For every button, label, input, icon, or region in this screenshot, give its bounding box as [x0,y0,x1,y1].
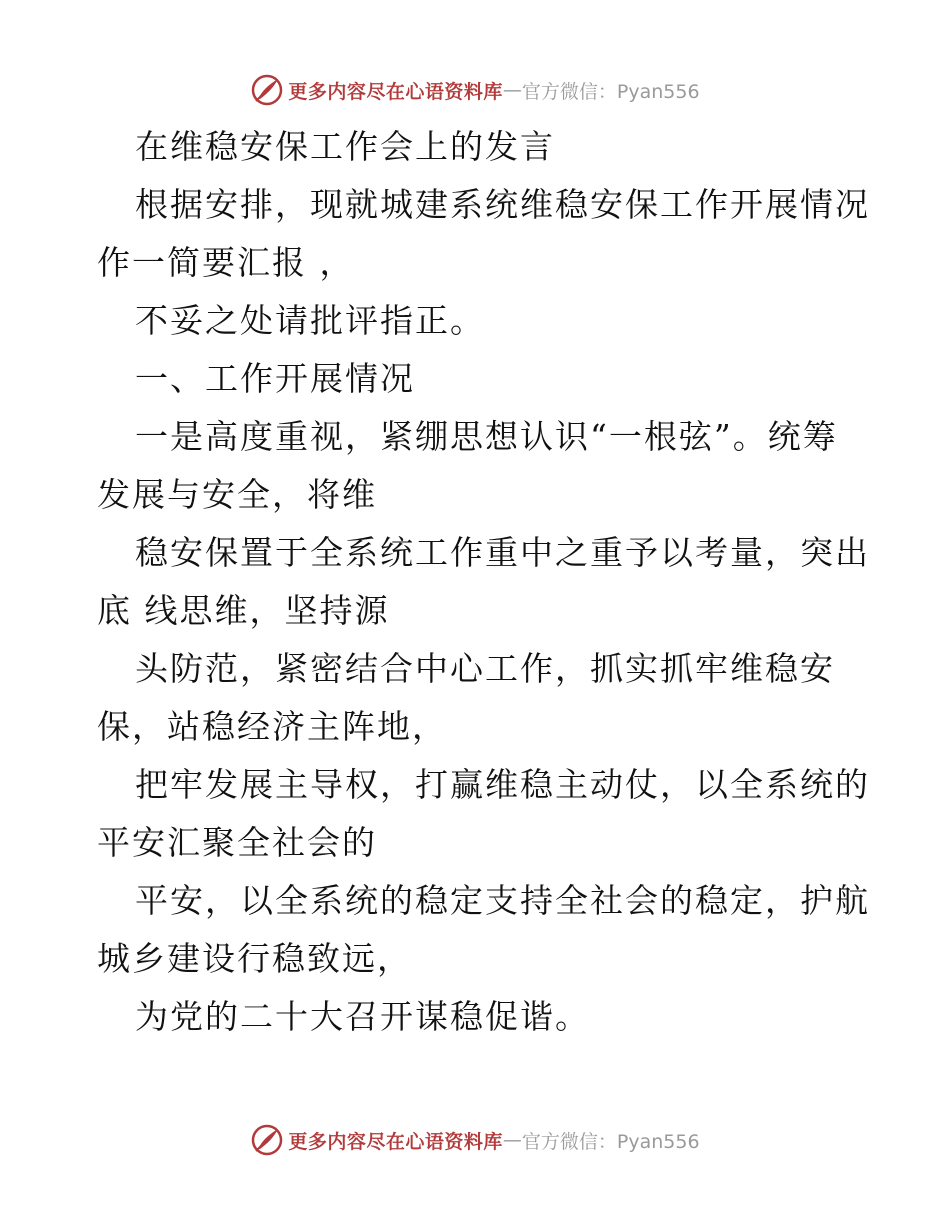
banner-site-text: 更多内容尽在心语资料库 [288,80,503,103]
paragraph-line: 平安汇聚全社会的 [97,823,377,862]
banner-site-text: 更多内容尽在心语资料库 [288,1130,503,1153]
paragraph-line: 底 线思维，坚持源 [97,591,390,630]
banner-separator: — [502,79,522,101]
paragraph-line: 一是高度重视，紧绷思想认识“一根弦”。统筹 [135,417,838,456]
feather-pen-logo-icon [250,73,284,107]
paragraph-line: 平安，以全系统的稳定支持全社会的稳定，护航 [135,881,870,920]
paragraph-line: 不妥之处请批评指正。 [135,301,485,340]
document-body [97,118,870,1046]
banner-wechat-text: 官方微信：Pyan556 [521,80,700,103]
paragraph-line: 作一简要汇报 ， [97,243,355,282]
section-heading: 一、工作开展情况 [135,359,415,398]
paragraph-line: 城乡建设行稳致远， [97,939,412,978]
paragraph-line: 头防范，紧密结合中心工作，抓实抓牢维稳安 [135,649,835,688]
paragraph-line: 保，站稳经济主阵地， [97,707,447,746]
document-title: 在维稳安保工作会上的发言 [135,127,555,166]
feather-pen-logo-icon [250,1123,284,1157]
footer-watermark-banner [0,1120,950,1160]
paragraph-line: 根据安排，现就城建系统维稳安保工作开展情况 [135,185,870,224]
paragraph-line: 把牢发展主导权，打赢维稳主动仗，以全系统的 [135,765,870,804]
banner-wechat-text: 官方微信：Pyan556 [521,1130,700,1153]
paragraph-line: 稳安保置于全系统工作重中之重予以考量，突出 [135,533,870,572]
paragraph-line: 发展与安全，将维 [97,475,377,514]
header-watermark-banner [0,70,950,110]
banner-separator: — [502,1129,522,1151]
paragraph-line: 为党的二十大召开谋稳促谐。 [135,997,590,1036]
